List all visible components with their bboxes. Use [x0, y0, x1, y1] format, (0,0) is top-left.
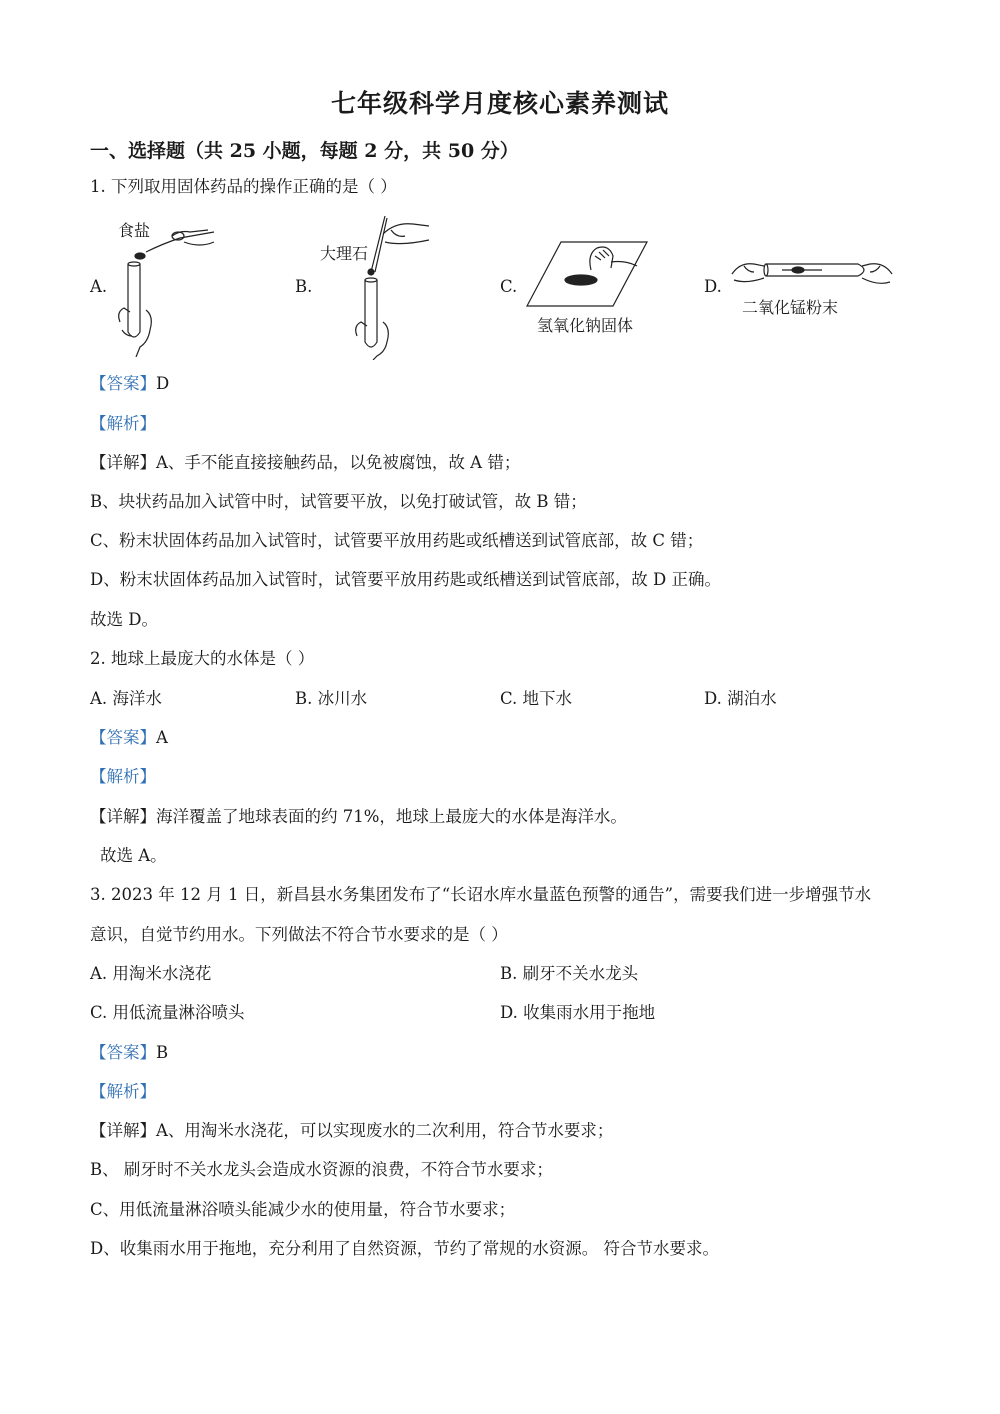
figure-b-marble-illustration	[325, 210, 435, 360]
q1-detail-4: D、粉末状固体药品加入试管时，试管要平放用药匙或纸槽送到试管底部，故 D 正确。	[90, 570, 721, 589]
q1-detail-1	[90, 452, 520, 474]
answer-tag: 【答案】	[90, 728, 156, 747]
q3-detail-2: B、 刷牙时不关水龙头会造成水资源的浪费，不符合节水要求；	[90, 1160, 553, 1179]
q2-answer	[90, 727, 168, 749]
q1-option-a-letter: A.	[90, 277, 108, 296]
q2-answer-value: A	[156, 728, 168, 747]
q3-answer	[90, 1042, 168, 1064]
q2-option-b: B. 冰川水	[295, 689, 368, 708]
q3-option-d: D. 收集雨水用于拖地	[500, 1003, 656, 1022]
figure-a-label: 食盐	[118, 221, 151, 240]
q3-stem-line-1: 3. 2023 年 12 月 1 日，新昌县水务集团发布了“长诏水库水量蓝色预警的通告”，需要我们进一步增强节水	[90, 885, 872, 904]
q3-option-a: A. 用淘米水浇花	[90, 964, 212, 983]
q2-conclusion: 故选 A。	[100, 846, 167, 865]
q1-detail-3: C、粉末状固体药品加入试管时，试管要平放用药匙或纸槽送到试管底部，故 C 错；	[90, 531, 704, 550]
section-heading: 一、选择题（共 25 小题，每题 2 分，共 50 分）	[90, 140, 519, 162]
q1-answer	[90, 373, 169, 395]
q2-detail	[90, 806, 627, 828]
q1-conclusion: 故选 D。	[90, 610, 158, 629]
page-title: 七年级科学月度核心素养测试	[330, 89, 669, 118]
q3-stem-line-2: 意识，自觉节约用水。下列做法不符合节水要求的是（ ）	[90, 925, 508, 944]
q1-option-c-letter: C.	[500, 277, 518, 296]
q3-detail-3: C、用低流量淋浴喷头能减少水的使用量，符合节水要求；	[90, 1200, 516, 1219]
q1-answer-value: D	[156, 374, 170, 393]
figure-c-label: 氢氧化钠固体	[537, 316, 634, 335]
q2-option-c: C. 地下水	[500, 689, 573, 708]
q3-detail-1	[90, 1120, 613, 1142]
detail-tag: 【详解】	[90, 807, 156, 826]
q3-detail-4: D、收集雨水用于拖地，充分利用了自然资源，节约了常规的水资源。 符合节水要求。	[90, 1239, 719, 1258]
answer-tag: 【答案】	[90, 1043, 156, 1062]
figure-d-label: 二氧化锰粉末	[742, 298, 839, 317]
q1-option-d-letter: D.	[704, 277, 722, 296]
q3-analysis-tag: 【解析】	[90, 1082, 156, 1101]
q3-answer-value: B	[156, 1043, 169, 1062]
figure-c-naoh-illustration	[525, 234, 650, 314]
q1-detail-text-1: A、手不能直接接触药品，以免被腐蚀，故 A 错；	[156, 453, 521, 472]
q3-option-c: C. 用低流量淋浴喷头	[90, 1003, 245, 1022]
q2-option-d: D. 湖泊水	[704, 689, 777, 708]
q2-option-a: A. 海洋水	[90, 689, 162, 708]
q3-option-b: B. 刷牙不关水龙头	[500, 964, 639, 983]
detail-tag: 【详解】	[90, 1121, 156, 1140]
q3-detail-text-1: A、用淘米水浇花，可以实现废水的二次利用，符合节水要求；	[156, 1121, 614, 1140]
q1-detail-2: B、块状药品加入试管中时，试管要平放，以免打破试管，故 B 错；	[90, 492, 587, 511]
q2-detail-text: 海洋覆盖了地球表面的约 71%，地球上最庞大的水体是海洋水。	[156, 807, 627, 826]
q1-stem: 1. 下列取用固体药品的操作正确的是（ ）	[90, 177, 397, 196]
detail-tag: 【详解】	[90, 453, 156, 472]
q2-analysis-tag: 【解析】	[90, 767, 156, 786]
q1-option-b-letter: B.	[295, 277, 313, 296]
q2-stem: 2. 地球上最庞大的水体是（ ）	[90, 649, 315, 668]
figure-b-label: 大理石	[320, 244, 369, 263]
q1-analysis-tag: 【解析】	[90, 414, 156, 433]
answer-tag: 【答案】	[90, 374, 156, 393]
